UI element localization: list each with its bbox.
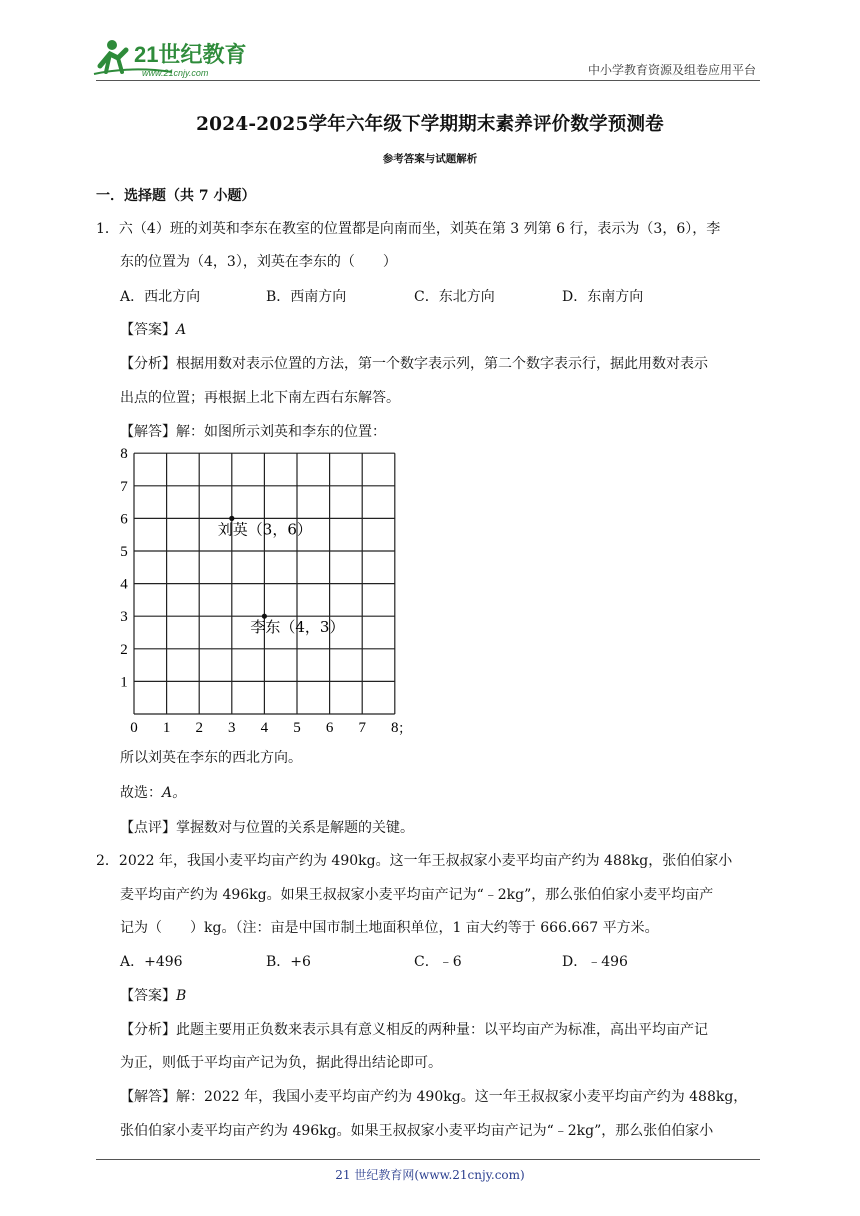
- x-tick-label: 6: [325, 720, 334, 736]
- q2-solution-line2: 张伯伯家小麦平均亩产约为 496kg。如果王叔叔家小麦平均亩产记为“﹣2kg”，那么张伯伯家小: [120, 1123, 714, 1139]
- q1-stem-line1: 1．六（4）班的刘英和李东在教室的位置都是向南而坐，刘英在第 3 列第 6 行，表示为（3，6），李: [96, 221, 721, 237]
- y-tick-label: 3: [120, 609, 128, 626]
- answer-value: A: [176, 322, 187, 338]
- y-tick-label: 5: [120, 544, 128, 560]
- svg-text:21世纪教育: 21世纪教育: [134, 42, 247, 67]
- y-tick-label: 8: [120, 446, 128, 463]
- q2-analysis-line2: 为正，则低于平均亩产记为负，据此得出结论即可。: [120, 1055, 442, 1071]
- y-tick-label: 7: [120, 478, 128, 495]
- x-tick-label: 2: [195, 720, 203, 736]
- x-tick-label: 1: [162, 720, 171, 736]
- answer-value: B: [176, 988, 187, 1004]
- x-tick-label: 8: [391, 720, 399, 736]
- platform-name: 中小学教育资源及组卷应用平台: [587, 63, 756, 77]
- x-tick-label: 0: [130, 720, 138, 736]
- coordinate-grid: [112, 444, 412, 744]
- y-tick-label: 2: [120, 641, 128, 658]
- document-subtitle: 参考答案与试题解析: [382, 153, 478, 165]
- q1-option-a: A．西北方向: [120, 289, 201, 305]
- section-heading: 一．选择题（共 7 小题）: [96, 188, 256, 204]
- q1-option-b: B．西南方向: [266, 289, 347, 305]
- q2-analysis-line1: 【分析】此题主要用正负数来表示具有意义相反的两种量：以平均亩产为标准，高出平均亩产记: [120, 1022, 708, 1038]
- q2-option-c: C．﹣6: [414, 954, 462, 970]
- q2-stem-line1: 2．2022 年，我国小麦平均亩产约为 490kg。这一年王叔叔家小麦平均亩产约为 488kg，张伯伯家小: [96, 853, 733, 869]
- answer-tag: 【答案】: [120, 988, 176, 1004]
- x-tick-label: 7: [358, 720, 366, 736]
- q1-analysis-line2: 出点的位置；再根据上北下南左西右东解答。: [120, 390, 400, 406]
- y-tick-label: 4: [120, 576, 128, 593]
- answer-tag: 【答案】: [120, 322, 176, 338]
- q2-answer: [120, 985, 186, 1005]
- x-tick-label: 5: [293, 720, 301, 736]
- x-tick-label: 4: [260, 720, 269, 736]
- q2-stem-line2: 麦平均亩产约为 496kg。如果王叔叔家小麦平均亩产记为“﹣2kg”，那么张伯伯家小麦平均亩产: [120, 887, 714, 903]
- q1-stem-line2: 东的位置为（4，3），刘英在李东的（ ）: [120, 254, 397, 270]
- grid-trailing-semicolon: ；: [398, 721, 412, 737]
- header-divider: [96, 80, 760, 81]
- q2-stem-line3: 记为（ ）kg。（注：亩是中国市制土地面积单位，1 亩大约等于 666.667 平方米。: [120, 920, 659, 936]
- x-tick-label: 3: [228, 720, 236, 736]
- footer-divider: [96, 1159, 760, 1160]
- q2-option-b: B．+6: [266, 954, 311, 970]
- footer-text: 21 世纪教育网(www.21cnjy.com): [335, 1168, 525, 1182]
- q1-conclusion: 所以刘英在李东的西北方向。: [120, 750, 302, 766]
- grid-svg: [112, 444, 412, 744]
- point-label: 李东（4，3）: [250, 618, 345, 637]
- q2-solution-line1: 【解答】解：2022 年，我国小麦平均亩产约为 490kg。这一年王叔叔家小麦平均亩产约为 488kg，: [120, 1089, 748, 1105]
- q1-option-c: C．东北方向: [414, 289, 495, 305]
- q1-answer: [120, 319, 186, 339]
- document-title: 2024-2025学年六年级下学期期末素养评价数学预测卷: [196, 114, 664, 135]
- y-tick-label: 6: [120, 511, 128, 528]
- q2-option-a: A．+496: [120, 954, 183, 970]
- q2-option-d: D．﹣496: [562, 954, 628, 970]
- logo: [92, 36, 262, 80]
- point-label: 刘英（3，6）: [217, 520, 312, 539]
- q1-choice: [120, 782, 186, 802]
- runner-logo-icon: [92, 36, 262, 80]
- q1-solution: 【解答】解：如图所示刘英和李东的位置：: [120, 424, 386, 440]
- choice-prefix: 故选：: [120, 785, 162, 801]
- q1-comment: 【点评】掌握数对与位置的关系是解题的关键。: [120, 820, 414, 836]
- q1-option-d: D．东南方向: [562, 289, 644, 305]
- choice-value: A。: [162, 785, 187, 801]
- svg-text:www.21cnjy.com: www.21cnjy.com: [142, 68, 209, 78]
- q1-analysis-line1: 【分析】根据用数对表示位置的方法，第一个数字表示列，第二个数字表示行，据此用数对表示: [120, 356, 708, 372]
- y-tick-label: 1: [120, 674, 128, 691]
